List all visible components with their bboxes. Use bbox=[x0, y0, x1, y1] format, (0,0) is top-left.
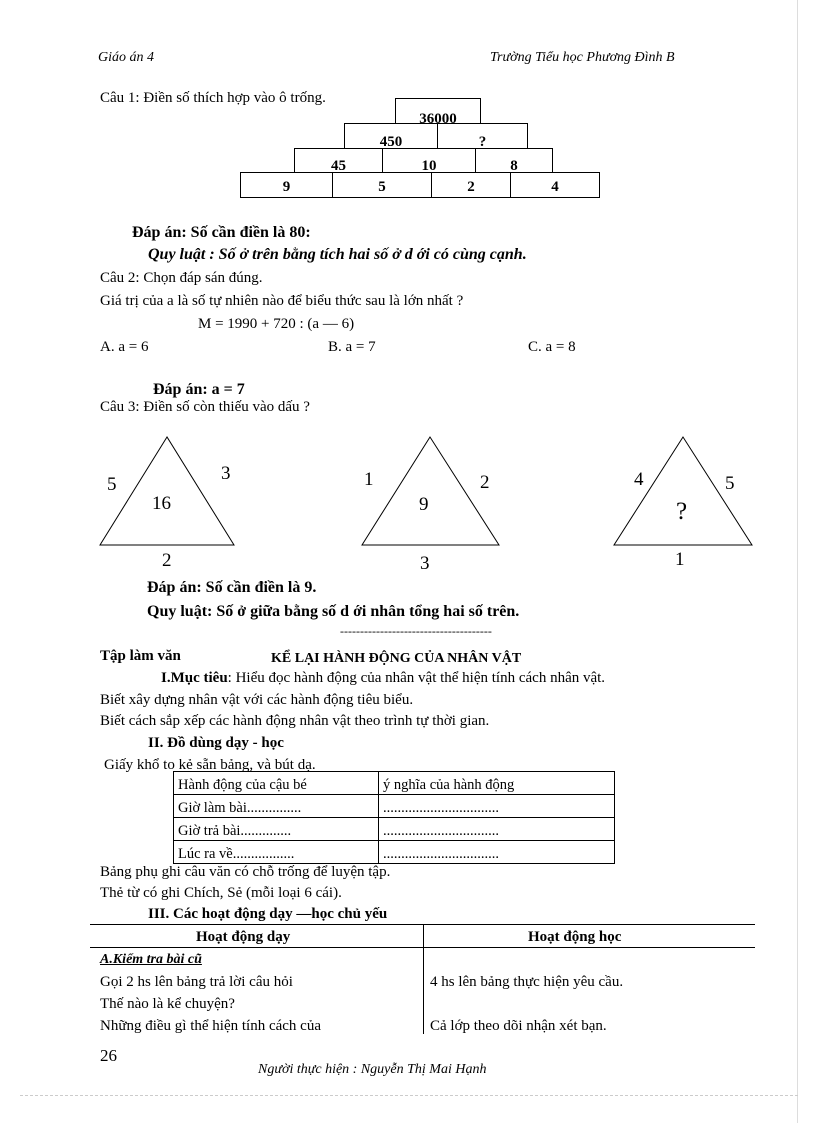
table-cell: Lúc ra về................. bbox=[174, 841, 379, 864]
triangle-1 bbox=[100, 437, 234, 545]
triangle-2-left: 1 bbox=[364, 469, 374, 490]
pyramid-cell: 4 bbox=[510, 172, 600, 198]
page-edge-right bbox=[797, 0, 798, 1123]
table-cell: ................................ bbox=[379, 818, 615, 841]
header-left: Giáo án 4 bbox=[98, 50, 154, 65]
triangle-3-center: ? bbox=[676, 498, 688, 525]
pyramid-cell: 10 bbox=[382, 148, 476, 173]
activities-heading: III. Các hoạt động dạy —học chủ yếu bbox=[148, 906, 388, 922]
teach-line: Những điều gì thể hiện tính cách của bbox=[100, 1018, 321, 1034]
learn-line: Cả lớp theo dõi nhận xét bạn. bbox=[430, 1018, 607, 1034]
materials-line-3: Thẻ từ có ghi Chích, Sẻ (mỗi loại 6 cái). bbox=[100, 885, 342, 901]
triangle-1-left: 5 bbox=[107, 474, 117, 495]
triangle-3-bottom: 1 bbox=[675, 549, 685, 570]
triangle-1-center: 16 bbox=[152, 493, 171, 514]
q2-question: Giá trị của a là số tự nhiên nào để biểu thức sau là lớn nhất ? bbox=[100, 293, 464, 309]
triangle-2-right: 2 bbox=[480, 472, 490, 493]
page-number: 26 bbox=[100, 1046, 117, 1065]
table-cell: ................................ bbox=[379, 795, 615, 818]
lesson-subject: Tập làm văn bbox=[100, 648, 181, 664]
table-column-divider bbox=[423, 924, 424, 1034]
materials-line-1: Giấy khổ to kẻ sẵn bảng, và bút dạ. bbox=[104, 757, 316, 773]
goal-heading: I.Mục tiêu bbox=[161, 670, 228, 686]
pyramid-cell: 8 bbox=[475, 148, 553, 173]
pyramid-cell: 450 bbox=[344, 123, 438, 149]
materials-line-2: Bảng phụ ghi câu văn có chỗ trống để luyện tập. bbox=[100, 864, 391, 880]
table-row bbox=[174, 772, 615, 795]
goal-line-1 bbox=[161, 670, 605, 687]
q3-prompt: Câu 3: Điền số còn thiếu vào dấu ? bbox=[100, 399, 310, 415]
q1-prompt: Câu 1: Điền số thích hợp vào ô trống. bbox=[100, 90, 326, 106]
lesson-title: KỂ LẠI HÀNH ĐỘNG CỦA NHÂN VẬT bbox=[271, 651, 522, 666]
activities-col-learn: Hoạt động học bbox=[528, 929, 622, 945]
q2-option-c: C. a = 8 bbox=[528, 339, 576, 355]
header-right: Trường Tiểu học Phương Đình B bbox=[490, 50, 675, 65]
teach-line: Thế nào là kể chuyện? bbox=[100, 996, 235, 1012]
goal-line-2: Biết xây dựng nhân vật với các hành động tiêu biểu. bbox=[100, 692, 414, 708]
table-header: ý nghĩa của hành động bbox=[379, 772, 615, 795]
goal-text: : Hiểu đọc hành động của nhân vật thể hiện tính cách nhân vật. bbox=[227, 670, 606, 686]
footer-author: Người thực hiện : Nguyễn Thị Mai Hạnh bbox=[258, 1062, 487, 1077]
pyramid-cell: 2 bbox=[431, 172, 511, 198]
q2-option-a: A. a = 6 bbox=[100, 339, 149, 355]
learn-line: 4 hs lên bảng thực hiện yêu cầu. bbox=[430, 974, 624, 990]
q3-answer: Đáp án: Số cần điền là 9. bbox=[147, 579, 317, 596]
triangle-3-left: 4 bbox=[634, 469, 644, 490]
activities-col-teach: Hoạt động dạy bbox=[196, 929, 291, 945]
table-cell: ................................ bbox=[379, 841, 615, 864]
q2-answer: Đáp án: a = 7 bbox=[153, 381, 245, 398]
activities-section: A.Kiểm tra bài cũ bbox=[100, 952, 202, 967]
triangle-2-center: 9 bbox=[419, 494, 429, 515]
pyramid-cell: 5 bbox=[332, 172, 432, 198]
triangle-1-bottom: 2 bbox=[162, 550, 172, 571]
table-header: Hành động của cậu bé bbox=[174, 772, 379, 795]
table-row bbox=[174, 841, 615, 864]
table-cell: Giờ trả bài.............. bbox=[174, 818, 379, 841]
actions-table bbox=[173, 771, 615, 864]
section-separator: -------------------------------------- bbox=[340, 624, 492, 638]
table-cell: Giờ làm bài............... bbox=[174, 795, 379, 818]
goal-line-3: Biết cách sắp xếp các hành động nhân vật theo trình tự thời gian. bbox=[100, 713, 490, 729]
q2-expression: M = 1990 + 720 : (a — 6) bbox=[198, 316, 355, 332]
triangle-3-right: 5 bbox=[725, 473, 735, 494]
teach-line: Gọi 2 hs lên bảng trả lời câu hỏi bbox=[100, 974, 293, 990]
pyramid-cell: 45 bbox=[294, 148, 383, 173]
page-edge-bottom bbox=[20, 1095, 798, 1096]
q3-rule: Quy luật: Số ở giữa bằng số d ới nhân tổng hai số trên. bbox=[147, 603, 520, 620]
pyramid-cell: 9 bbox=[240, 172, 333, 198]
pyramid-cell: 36000 bbox=[395, 98, 481, 124]
q2-option-b: B. a = 7 bbox=[328, 339, 376, 355]
q1-answer: Đáp án: Số cần điền là 80: bbox=[132, 224, 311, 241]
q1-rule: Quy luật : Số ở trên bằng tích hai số ở d ới có cùng cạnh. bbox=[148, 246, 527, 263]
triangle-2 bbox=[362, 437, 499, 545]
pyramid-cell: ? bbox=[437, 123, 528, 149]
table-row bbox=[174, 795, 615, 818]
triangle-2-bottom: 3 bbox=[420, 553, 430, 574]
materials-heading: II. Đồ dùng dạy - học bbox=[148, 735, 284, 751]
q2-prompt: Câu 2: Chọn đáp sán đúng. bbox=[100, 270, 263, 286]
table-row bbox=[174, 818, 615, 841]
triangle-1-right: 3 bbox=[221, 463, 231, 484]
